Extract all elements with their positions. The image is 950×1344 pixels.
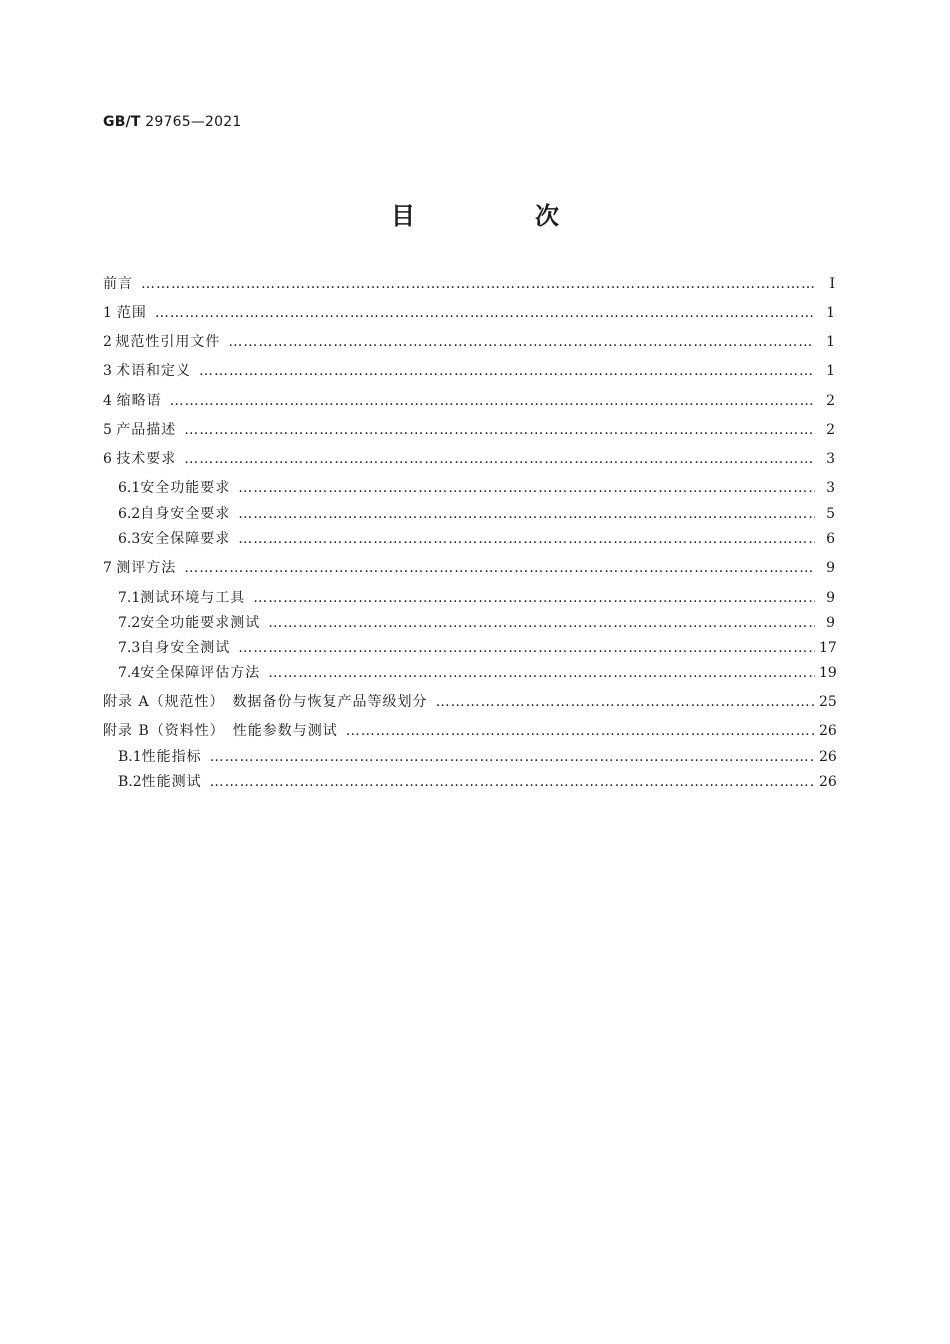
toc-entry-1[interactable] <box>103 304 835 322</box>
toc-entry-5[interactable] <box>103 421 835 439</box>
toc-entry-7-4[interactable] <box>118 664 835 682</box>
toc-entry-label: 产品描述 <box>116 422 177 438</box>
toc-entry-page: 9 <box>826 615 835 631</box>
toc-entry-foreword[interactable] <box>103 275 835 293</box>
toc-entry-number: 6.3 <box>118 531 141 547</box>
toc-entry-number: 7 <box>103 560 112 576</box>
toc-leader-dots <box>238 479 815 497</box>
toc-entry-number: 1 <box>103 305 112 321</box>
toc-entry-label: 规范性引用文件 <box>115 334 221 350</box>
toc-leader-dots <box>346 722 815 740</box>
toc-entry-b-1[interactable] <box>118 748 835 766</box>
toc-entry-number: 7.2 <box>118 615 141 631</box>
toc-entry-page: 2 <box>826 422 835 438</box>
toc-entry-6[interactable] <box>103 450 835 468</box>
toc-entry-7-1[interactable] <box>118 589 835 607</box>
toc-leader-dots <box>170 392 815 410</box>
page-title: 目 次 <box>391 202 607 230</box>
toc-leader-dots <box>228 333 815 351</box>
toc-entry-number: 4 <box>103 393 112 409</box>
toc-entry-page: 9 <box>826 560 835 576</box>
toc-entry-6-3[interactable] <box>118 530 835 548</box>
toc-entry-label: 范围 <box>116 305 147 321</box>
toc-entry-page: 26 <box>819 774 837 790</box>
toc-leader-dots <box>268 664 815 682</box>
toc-leader-dots <box>253 589 815 607</box>
standard-code-prefix: GB/T <box>103 114 141 130</box>
toc-leader-dots <box>238 639 815 657</box>
toc-entry-b-2[interactable] <box>118 773 835 791</box>
toc-entry-label: 自身安全测试 <box>140 640 231 656</box>
toc-entry-appendix-b[interactable] <box>103 722 835 740</box>
toc-entry-page: 5 <box>826 506 835 522</box>
toc-leader-dots <box>184 421 815 439</box>
toc-entry-page: 1 <box>826 334 835 350</box>
toc-entry-number: 6 <box>103 451 112 467</box>
toc-entry-label: 自身安全要求 <box>140 506 231 522</box>
toc-entry-label: 技术要求 <box>116 451 177 467</box>
toc-entry-label: 安全功能要求测试 <box>140 615 261 631</box>
toc-entry-page: 26 <box>819 723 837 739</box>
toc-entry-label: 测试环境与工具 <box>140 590 246 606</box>
toc-entry-number: 7.3 <box>118 640 141 656</box>
toc-entry-label: 术语和定义 <box>115 363 191 379</box>
toc-entry-number: 6.2 <box>118 506 141 522</box>
toc-entry-page: 9 <box>826 590 835 606</box>
toc-entry-number: 6.1 <box>118 480 141 496</box>
toc-entry-label: 测评方法 <box>116 560 177 576</box>
standard-code-number: 29765—2021 <box>145 114 242 130</box>
toc-entry-label: 前言 <box>103 276 133 292</box>
toc-entry-label: 附录 A（规范性） 数据备份与恢复产品等级划分 <box>103 694 428 710</box>
toc-entry-label: 安全保障评估方法 <box>140 665 261 681</box>
toc-entry-page: 1 <box>826 305 835 321</box>
toc-leader-dots <box>238 505 815 523</box>
toc-leader-dots <box>155 304 815 322</box>
toc-entry-page: Ⅰ <box>829 276 835 292</box>
toc-entry-number: B.2 <box>118 774 142 790</box>
toc-entry-number: B.1 <box>118 749 142 765</box>
toc-entry-page: 3 <box>826 451 835 467</box>
toc-entry-6-1[interactable] <box>118 479 835 497</box>
toc-entry-label: 性能指标 <box>141 749 202 765</box>
toc-leader-dots <box>268 614 815 632</box>
toc-entry-label: 安全功能要求 <box>140 480 231 496</box>
toc-leader-dots <box>210 773 815 791</box>
toc-entry-label: 安全保障要求 <box>140 531 231 547</box>
toc-entry-page: 25 <box>819 694 837 710</box>
toc-entry-number: 2 <box>103 334 112 350</box>
toc-leader-dots <box>141 275 815 293</box>
toc-leader-dots <box>210 748 815 766</box>
toc-leader-dots <box>238 530 815 548</box>
toc-entry-number: 5 <box>103 422 112 438</box>
toc-entry-page: 26 <box>819 749 837 765</box>
toc-entry-number: 7.4 <box>118 665 141 681</box>
toc-entry-label: 附录 B（资料性） 性能参数与测试 <box>103 723 338 739</box>
toc-leader-dots <box>436 693 815 711</box>
toc-entry-7-2[interactable] <box>118 614 835 632</box>
toc-entry-appendix-a[interactable] <box>103 693 835 711</box>
toc-entry-number: 7.1 <box>118 590 141 606</box>
toc-entry-7[interactable] <box>103 559 835 577</box>
toc-entry-2[interactable] <box>103 333 835 351</box>
toc-entry-label: 缩略语 <box>116 393 162 409</box>
toc-entry-3[interactable] <box>103 362 835 380</box>
toc-entry-page: 6 <box>826 531 835 547</box>
toc-leader-dots <box>184 450 815 468</box>
toc-entry-4[interactable] <box>103 392 835 410</box>
toc-leader-dots <box>199 362 815 380</box>
toc-entry-page: 1 <box>826 363 835 379</box>
toc-entry-label: 性能测试 <box>141 774 202 790</box>
toc-leader-dots <box>184 559 815 577</box>
toc-entry-page: 2 <box>826 393 835 409</box>
toc-entry-number: 3 <box>103 363 112 379</box>
toc-entry-page: 17 <box>819 640 837 656</box>
toc-entry-6-2[interactable] <box>118 505 835 523</box>
toc-entry-page: 3 <box>826 480 835 496</box>
toc-entry-7-3[interactable] <box>118 639 835 657</box>
toc-entry-page: 19 <box>819 665 837 681</box>
